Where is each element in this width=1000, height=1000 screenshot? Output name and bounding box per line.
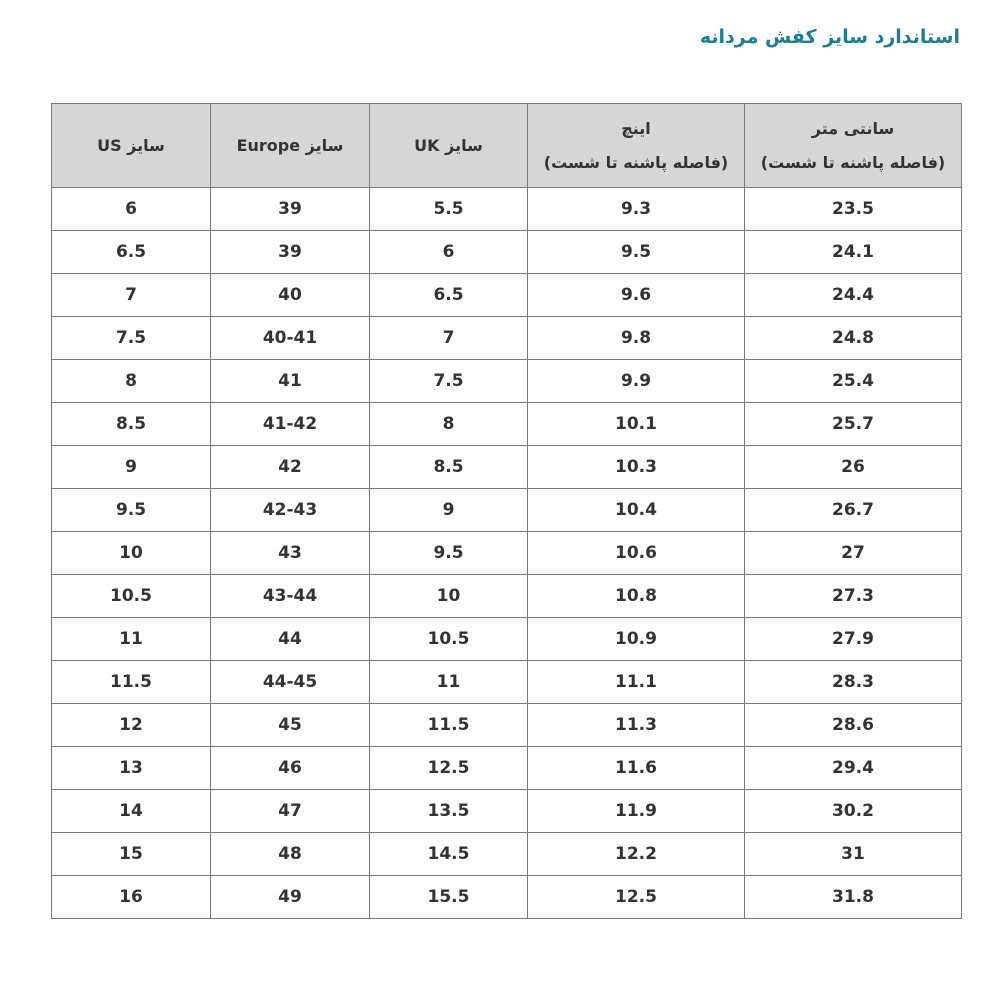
cell-inch: 11.6 [528,747,745,790]
cell-cm: 27 [745,532,962,575]
table-row [52,317,962,360]
cell-uk: 6.5 [370,274,528,317]
cell-cm: 26 [745,446,962,489]
cell-europe: 41 [211,360,370,403]
cell-europe: 49 [211,876,370,919]
cell-us: 15 [52,833,211,876]
header-europe-label: سایز Europe [236,135,344,155]
cell-cm: 31.8 [745,876,962,919]
table-row [52,489,962,532]
table-header-row [52,104,962,188]
table-row [52,231,962,274]
cell-cm: 26.7 [745,489,962,532]
cell-us: 9.5 [52,489,211,532]
cell-inch: 9.6 [528,274,745,317]
cell-europe: 44 [211,618,370,661]
header-inch-note: (فاصله پاشنه تا شست) [543,152,729,172]
cell-cm: 27.9 [745,618,962,661]
cell-europe: 46 [211,747,370,790]
cell-inch: 9.8 [528,317,745,360]
header-us-label: سایز US [97,135,165,155]
cell-uk: 10.5 [370,618,528,661]
cell-cm: 25.7 [745,403,962,446]
table-row [52,747,962,790]
cell-europe: 43 [211,532,370,575]
cell-europe: 47 [211,790,370,833]
cell-inch: 11.1 [528,661,745,704]
table-row [52,446,962,489]
cell-inch: 11.3 [528,704,745,747]
table-row [52,661,962,704]
cell-uk: 5.5 [370,188,528,231]
table-row [52,575,962,618]
cell-us: 16 [52,876,211,919]
cell-inch: 9.5 [528,231,745,274]
cell-europe: 42 [211,446,370,489]
cell-us: 7 [52,274,211,317]
cell-uk: 11 [370,661,528,704]
cell-europe: 42-43 [211,489,370,532]
cell-us: 12 [52,704,211,747]
header-uk-label: سایز UK [414,135,483,155]
cell-inch: 10.4 [528,489,745,532]
cell-inch: 10.8 [528,575,745,618]
cell-inch: 9.3 [528,188,745,231]
table-row [52,618,962,661]
cell-us: 11 [52,618,211,661]
cell-europe: 41-42 [211,403,370,446]
cell-us: 6.5 [52,231,211,274]
cell-us: 9 [52,446,211,489]
cell-inch: 10.3 [528,446,745,489]
cell-europe: 39 [211,231,370,274]
cell-cm: 30.2 [745,790,962,833]
cell-europe: 44-45 [211,661,370,704]
cell-us: 8 [52,360,211,403]
cell-uk: 15.5 [370,876,528,919]
header-cm-label: سانتی متر [811,118,895,138]
header-inch [528,104,745,188]
header-us [52,104,211,188]
cell-uk: 7.5 [370,360,528,403]
cell-us: 10.5 [52,575,211,618]
cell-inch: 10.6 [528,532,745,575]
header-europe [211,104,370,188]
table-row [52,876,962,919]
cell-cm: 28.3 [745,661,962,704]
cell-uk: 9 [370,489,528,532]
table-row [52,188,962,231]
cell-cm: 24.8 [745,317,962,360]
cell-us: 11.5 [52,661,211,704]
page-title: استاندارد سایز کفش مردانه [699,26,960,48]
table-row [52,360,962,403]
cell-uk: 9.5 [370,532,528,575]
table-row [52,274,962,317]
cell-europe: 40 [211,274,370,317]
cell-uk: 11.5 [370,704,528,747]
cell-europe: 39 [211,188,370,231]
table-body [52,188,962,919]
cell-uk: 7 [370,317,528,360]
table-row [52,532,962,575]
cell-uk: 8 [370,403,528,446]
cell-europe: 48 [211,833,370,876]
cell-cm: 24.4 [745,274,962,317]
table-row [52,403,962,446]
header-cm-note: (فاصله پاشنه تا شست) [760,152,946,172]
cell-cm: 25.4 [745,360,962,403]
cell-uk: 13.5 [370,790,528,833]
cell-europe: 45 [211,704,370,747]
cell-cm: 31 [745,833,962,876]
cell-uk: 8.5 [370,446,528,489]
cell-inch: 11.9 [528,790,745,833]
shoe-size-table [51,103,962,919]
cell-europe: 43-44 [211,575,370,618]
cell-cm: 29.4 [745,747,962,790]
cell-uk: 6 [370,231,528,274]
cell-us: 8.5 [52,403,211,446]
cell-us: 13 [52,747,211,790]
table-row [52,790,962,833]
cell-us: 10 [52,532,211,575]
header-cm [745,104,962,188]
cell-inch: 9.9 [528,360,745,403]
header-uk [370,104,528,188]
header-inch-label: اینچ [621,118,651,138]
cell-us: 6 [52,188,211,231]
cell-europe: 40-41 [211,317,370,360]
table-row [52,704,962,747]
cell-inch: 12.2 [528,833,745,876]
cell-uk: 10 [370,575,528,618]
cell-cm: 27.3 [745,575,962,618]
cell-us: 14 [52,790,211,833]
cell-cm: 23.5 [745,188,962,231]
cell-uk: 14.5 [370,833,528,876]
table-row [52,833,962,876]
cell-uk: 12.5 [370,747,528,790]
cell-us: 7.5 [52,317,211,360]
cell-inch: 10.1 [528,403,745,446]
cell-cm: 24.1 [745,231,962,274]
cell-inch: 12.5 [528,876,745,919]
cell-inch: 10.9 [528,618,745,661]
cell-cm: 28.6 [745,704,962,747]
